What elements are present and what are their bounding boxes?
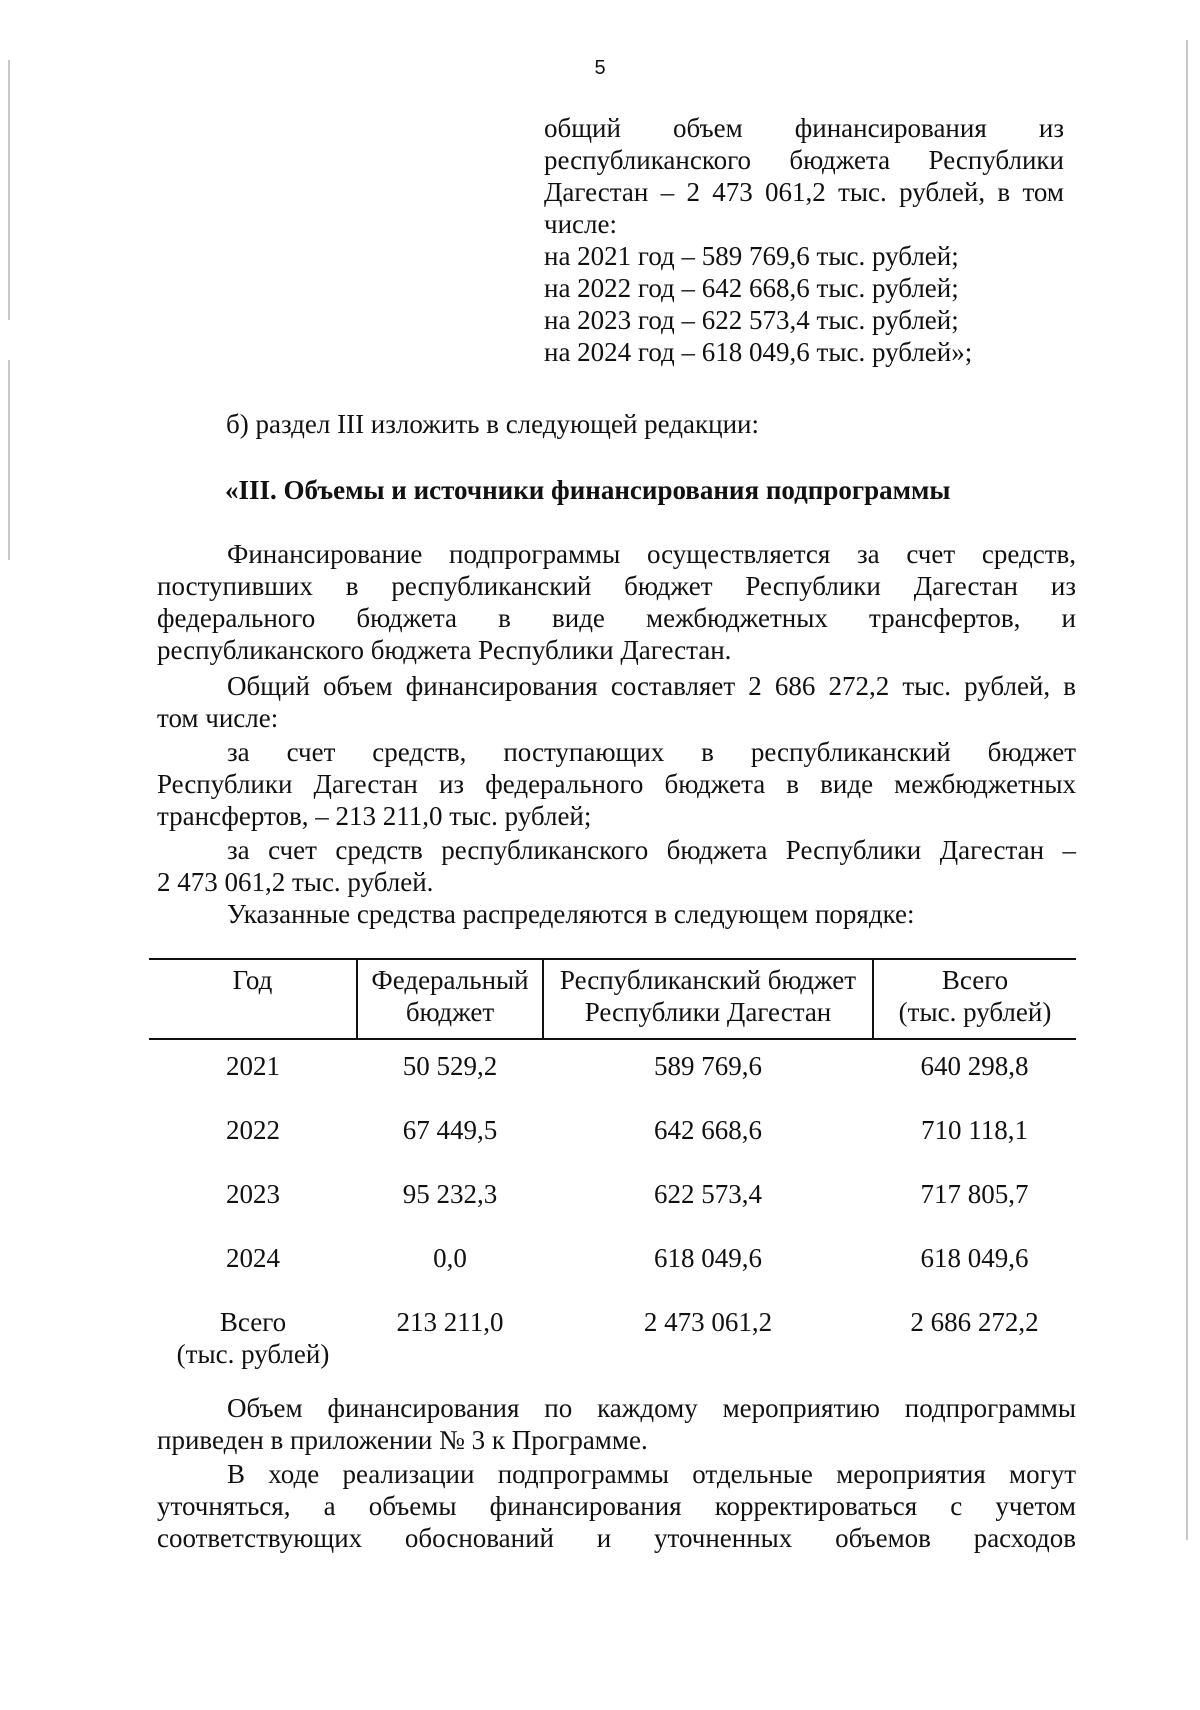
text-line: соответствующих обоснований и уточненных объемов расходов <box>157 1523 1076 1553</box>
table-row <box>149 1039 1076 1104</box>
text-line: на 2024 год – 618 049,6 тыс. рублей»; <box>544 337 973 367</box>
text-line: общий объем финансирования из <box>544 113 1064 143</box>
text-line: числе: <box>544 209 617 239</box>
text-line: за счет средств, поступающих в республиканский бюджет <box>227 737 1076 767</box>
cell-republic: 618 049,6 <box>654 1243 762 1273</box>
paragraph-total-volume <box>157 670 1076 734</box>
clause-b: б) раздел III изложить в следующей редакции: <box>226 409 759 439</box>
text-line: Финансирование подпрограммы осуществляется за счет средств, <box>227 539 1076 569</box>
table-total-row <box>149 1296 1076 1370</box>
paragraph-implementation-adjustments <box>157 1458 1076 1554</box>
header-total: Всего (тыс. рублей) <box>873 959 1076 1039</box>
table-header-row <box>149 959 1076 1039</box>
cell-republic: 589 769,6 <box>654 1051 762 1081</box>
text-line: Республики Дагестан из федерального бюджета в виде межбюджетных <box>157 769 1076 799</box>
text-line: на 2022 год – 642 668,6 тыс. рублей; <box>544 273 959 303</box>
table-row <box>149 1168 1076 1232</box>
text-line: республиканского бюджета Республики Дагестан. <box>157 635 732 665</box>
cell-federal: 67 449,5 <box>402 1115 498 1145</box>
cell-total-label: Всего (тыс. рублей) <box>176 1307 330 1369</box>
text-line: за счет средств республиканского бюджета Республики Дагестан – <box>227 835 1076 865</box>
text-line: поступивших в республиканский бюджет Республики Дагестан из <box>157 571 1076 601</box>
cell-year: 2023 <box>226 1179 280 1209</box>
cell-year: 2022 <box>226 1115 280 1145</box>
cell-republic: 642 668,6 <box>654 1115 762 1145</box>
page-number: 5 <box>594 57 606 79</box>
table-row <box>149 1104 1076 1168</box>
paragraph-republic-share <box>157 834 1076 898</box>
cell-federal: 0,0 <box>433 1243 467 1273</box>
paragraph-appendix-reference <box>157 1392 1076 1456</box>
text-line: уточняться, а объемы финансирования корректироваться с учетом <box>157 1491 1076 1521</box>
text-line: республиканского бюджета Республики <box>544 145 1064 175</box>
cell-total: 717 805,7 <box>920 1179 1029 1209</box>
paragraph-distribution-intro: Указанные средства распределяются в следующем порядке: <box>227 899 915 929</box>
header-republic-budget: Республиканский бюджет Республики Дагестан <box>543 959 873 1039</box>
text-line: приведен в приложении № 3 к Программе. <box>157 1425 648 1455</box>
header-year: Год <box>232 965 273 995</box>
text-line: том числе: <box>157 703 279 733</box>
scan-margin-mark <box>1186 40 1188 1540</box>
cell-federal: 213 211,0 <box>396 1307 504 1337</box>
cell-year: 2021 <box>226 1051 280 1081</box>
table-row <box>149 1232 1076 1296</box>
cell-year: 2024 <box>226 1243 280 1273</box>
cell-total: 618 049,6 <box>920 1243 1029 1273</box>
section-heading: «III. Объемы и источники финансирования подпрограммы <box>225 475 951 505</box>
text-line: Общий объем финансирования составляет 2 686 272,2 тыс. рублей, в <box>227 671 1076 701</box>
text-line: федерального бюджета в виде межбюджетных трансфертов, и <box>157 603 1076 633</box>
text-line: на 2021 год – 589 769,6 тыс. рублей; <box>544 241 959 271</box>
scan-margin-mark <box>8 360 10 560</box>
text-line: Дагестан – 2 473 061,2 тыс. рублей, в том <box>544 177 1064 207</box>
cell-federal: 95 232,3 <box>402 1179 498 1209</box>
funding-table <box>149 958 1076 1370</box>
scan-margin-mark <box>8 60 10 320</box>
text-line: 2 473 061,2 тыс. рублей. <box>157 867 434 897</box>
header-federal-budget: Федеральный бюджет <box>357 959 543 1039</box>
cell-federal: 50 529,2 <box>402 1051 498 1081</box>
paragraph-financing-sources <box>157 538 1076 666</box>
cell-total: 710 118,1 <box>921 1115 1028 1145</box>
cell-republic: 622 573,4 <box>654 1179 762 1209</box>
text-line: на 2023 год – 622 573,4 тыс. рублей; <box>544 305 959 335</box>
cell-total: 2 686 272,2 <box>910 1307 1039 1337</box>
cell-total: 640 298,8 <box>920 1051 1029 1081</box>
paragraph-federal-share <box>157 736 1076 832</box>
text-line: В ходе реализации подпрограммы отдельные мероприятия могут <box>227 1459 1076 1489</box>
top-funding-block <box>544 112 1064 368</box>
cell-republic: 2 473 061,2 <box>643 1307 773 1337</box>
text-line: трансфертов, – 213 211,0 тыс. рублей; <box>157 801 592 831</box>
text-line: Объем финансирования по каждому мероприятию подпрограммы <box>227 1393 1076 1423</box>
